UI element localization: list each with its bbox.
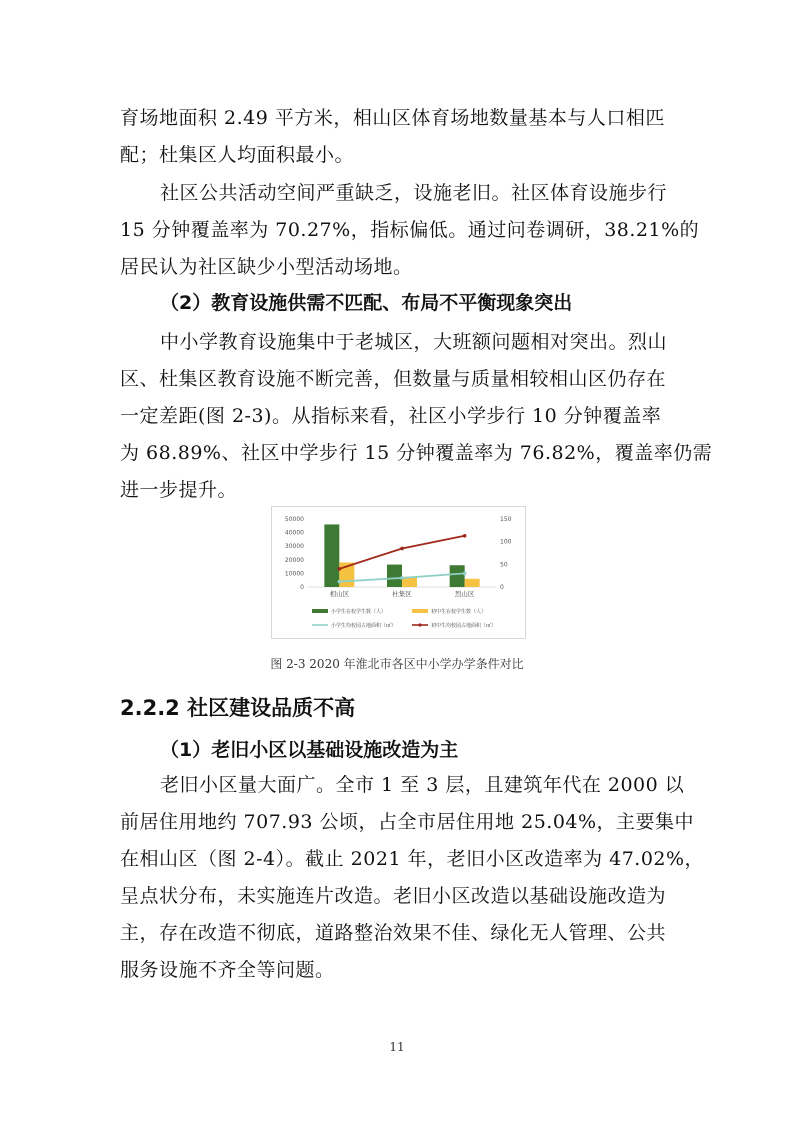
y-tick-label-left: 50000 <box>284 516 304 523</box>
x-tick-label: 相山区 <box>329 590 350 598</box>
paragraph-line: 主，存在改造不彻底，道路整治效果不佳、绿化无人管理、公共 <box>120 922 667 944</box>
paragraph-2 <box>120 175 700 286</box>
legend-label: 初中生均校园占地面积（㎡） <box>431 623 497 629</box>
y-tick-label-right: 100 <box>500 538 512 546</box>
legend-swatch-middle-students <box>412 609 428 613</box>
bar-middle-students <box>465 579 480 587</box>
paragraph-line: 社区公共活动空间严重缺乏，设施老旧。社区体育设施步行 <box>160 182 668 204</box>
line-point-middle-area <box>463 534 467 538</box>
legend-label: 小学生在校学生数（人） <box>331 609 387 615</box>
paragraph-line: 服务设施不齐全等问题。 <box>120 959 335 981</box>
paragraph-line: 配；杜集区人均面积最小。 <box>120 144 355 166</box>
page-number: 11 <box>389 1040 405 1054</box>
bar-primary-students <box>450 565 465 587</box>
section-heading: 2.2.2 社区建设品质不高 <box>120 696 356 720</box>
y-tick-label-left: 0 <box>300 584 304 591</box>
paragraph-line: 居民认为社区缺少小型活动场地。 <box>120 256 413 278</box>
paragraph-line: 进一步提升。 <box>120 479 238 501</box>
figure-caption: 图 2-3 2020 年淮北市各区中小学办学条件对比 <box>270 657 524 671</box>
paragraph-line: 老旧小区量大面广。全市 1 至 3 层，且建筑年代在 2000 以 <box>160 774 685 796</box>
y-tick-label-right: 0 <box>500 584 504 591</box>
y-tick-label-left: 10000 <box>284 570 304 578</box>
paragraph-line: 区、杜集区教育设施不断完善，但数量与质量相较相山区仍存在 <box>120 368 667 390</box>
line-point-middle-area <box>338 567 342 571</box>
legend-label: 小学生均校园占地面积（㎡） <box>331 623 397 629</box>
paragraph-line: 在相山区（图 2-4）。截止 2021 年，老旧小区改造率为 47.02%， <box>120 848 705 870</box>
y-tick-label-right: 50 <box>500 561 508 569</box>
paragraph-line: 一定差距(图 2-3)。从指标来看，社区小学步行 10 分钟覆盖率 <box>120 405 662 427</box>
line-point-primary-area <box>463 572 467 576</box>
bar-primary-students <box>324 524 339 587</box>
y-tick-label-left: 30000 <box>284 543 304 551</box>
legend-swatch-primary-students <box>312 609 328 613</box>
x-tick-label: 烈山区 <box>454 590 475 598</box>
paragraph-line: 育场地面积 2.49 平方米，相山区体育场地数量基本与人口相匹 <box>120 107 665 129</box>
y-tick-label-left: 20000 <box>284 556 304 564</box>
y-tick-label-right: 150 <box>500 516 512 523</box>
paragraph-line: 为 68.89%、社区中学步行 15 分钟覆盖率为 76.82%，覆盖率仍需 <box>120 442 713 464</box>
paragraph-3 <box>120 324 713 509</box>
series-line-middle-area <box>339 536 464 569</box>
chart-svg <box>272 507 525 638</box>
paragraph-line: 15 分钟覆盖率为 70.27%，指标偏低。通过问卷调研，38.21%的 <box>120 219 700 241</box>
paragraph-4 <box>120 767 705 989</box>
subheading-old-communities: （1）老旧小区以基础设施改造为主 <box>160 739 459 761</box>
line-point-primary-area <box>400 576 404 580</box>
legend-marker-middle-area <box>418 623 421 626</box>
line-point-primary-area <box>338 580 342 584</box>
y-tick-label-left: 40000 <box>284 529 304 537</box>
figure-chart <box>271 506 526 639</box>
subheading-education: （2）教育设施供需不匹配、布局不平衡现象突出 <box>160 292 573 314</box>
x-tick-label: 杜集区 <box>392 590 412 598</box>
bar-primary-students <box>387 565 402 587</box>
legend-label: 初中生在校学生数（人） <box>431 609 487 615</box>
paragraph-1 <box>120 100 680 174</box>
line-point-middle-area <box>400 547 404 551</box>
paragraph-line: 呈点状分布，未实施连片改造。老旧小区改造以基础设施改造为 <box>120 885 667 907</box>
paragraph-line: 前居住用地约 707.93 公顷，占全市居住用地 25.04%，主要集中 <box>120 811 695 833</box>
paragraph-line: 中小学教育设施集中于老城区，大班额问题相对突出。烈山 <box>160 331 668 353</box>
